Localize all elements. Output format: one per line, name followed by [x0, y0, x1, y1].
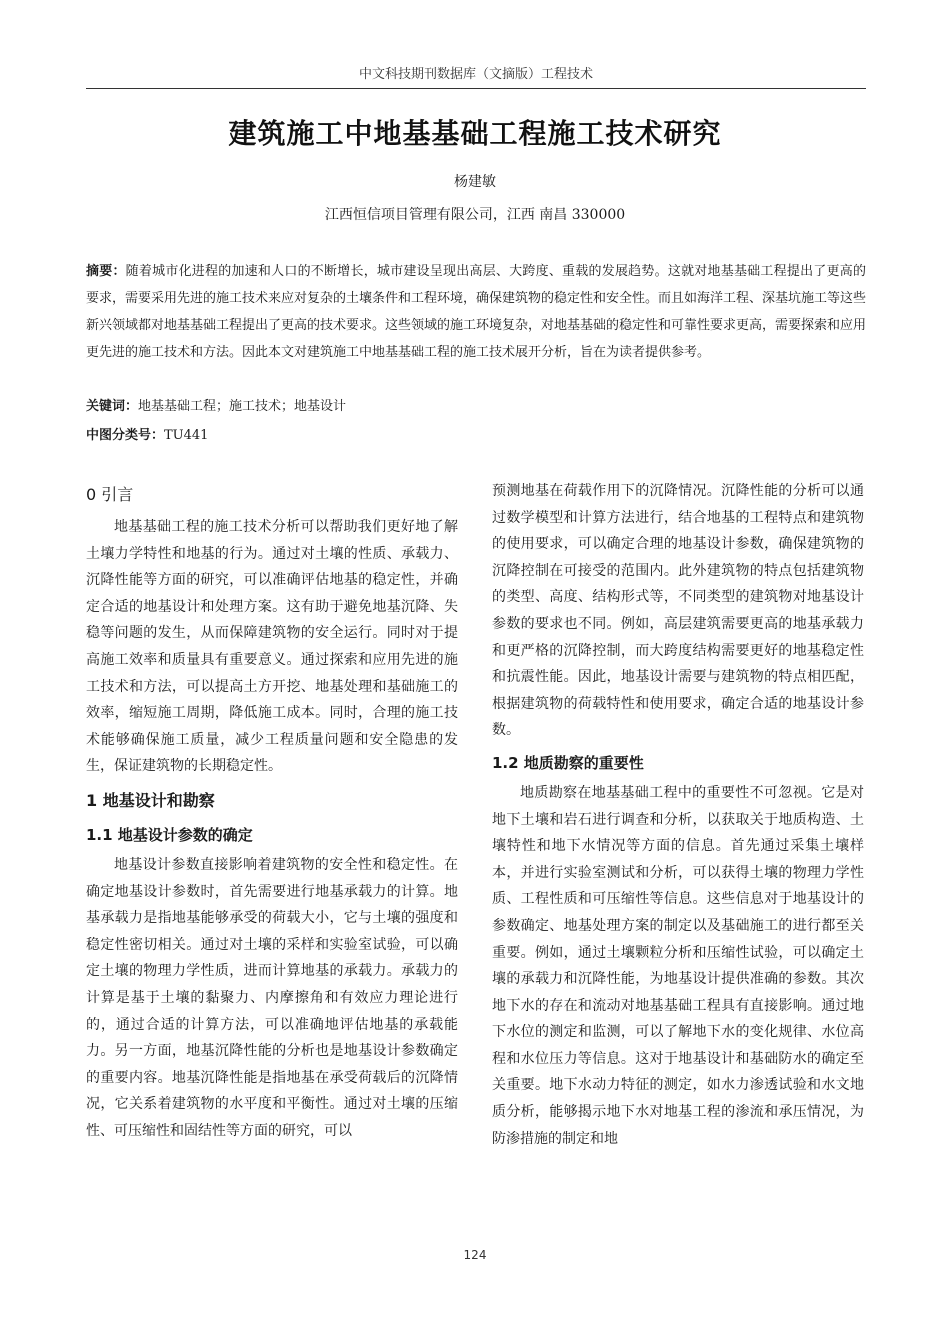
author: 杨建敏	[454, 174, 496, 190]
section-heading-intro: 0 引言	[86, 485, 134, 504]
affiliation: 江西恒信项目管理有限公司，江西 南昌 330000	[324, 207, 626, 223]
page-number: 124	[463, 1248, 487, 1262]
left-column	[86, 478, 458, 1144]
continued-paragraph: 预测地基在荷载作用下的沉降情况。沉降性能的分析可以通过数学模型和计算方法进行，结合地基的工程特点和建筑物的使用要求，可以确定合理的地基设计参数，确保建筑物的沉降控制在可接受的范围内。此外建筑物的特点包括建筑物的类型、高度、结构形式等，不同类型的建筑物对地基设计参数的要求也不同。例如，高层建筑需要更高的地基承载力和更严格的沉降控制，而大跨度结构需要更好的地基稳定性和抗震性能。因此，地基设计需要与建筑物的特点相匹配，根据建筑物的荷载特性和使用要求，确定合适的地基设计参数。	[492, 483, 864, 739]
keywords-text: 地基基础工程；施工技术；地基设计	[138, 399, 347, 414]
right-column	[492, 478, 864, 1152]
section-1-2-paragraph: 地质勘察在地基基础工程中的重要性不可忽视。它是对地下土壤和岩石进行调查和分析，以获取关于地质构造、土壤特性和地下水情况等方面的信息。首先通过采集土壤样本，并进行实验室测试和分析，可以获得土壤的物理力学性质、工程性质和可压缩性等信息。这些信息对于地基设计的参数确定、地基处理方案的制定以及基础施工的进行都至关重要。例如，通过土壤颗粒分析和压缩性试验，可以确定土壤的承载力和沉降性能，为地基设计提供准确的参数。其次地下水的存在和流动对地基基础工程具有直接影响。通过地下水位的测定和监测，可以了解地下水的变化规律、水位高程和水位压力等信息。这对于地基设计和基础防水的确定至关重要。地下水动力特征的测定，如水力渗透试验和水文地质分析，能够揭示地下水对地基工程的渗流和承压情况，为防渗措施的制定和地	[492, 784, 864, 1147]
section-heading-1: 1 地基设计和勘察	[86, 790, 215, 810]
clc-text: TU441	[164, 428, 209, 443]
paper-title: 建筑施工中地基基础工程施工技术研究	[228, 117, 722, 150]
keywords	[86, 395, 866, 414]
section-heading-1-1: 1.1 地基设计参数的确定	[86, 825, 253, 844]
intro-paragraph: 地基基础工程的施工技术分析可以帮助我们更好地了解土壤力学特性和地基的行为。通过对土壤的性质、承载力、沉降性能等方面的研究，可以准确评估地基的稳定性，并确定合适的地基设计和处理方案。这有助于避免地基沉降、失稳等问题的发生，从而保障建筑物的安全运行。同时对于提高施工效率和质量具有重要意义。通过探索和应用先进的施工技术和方法，可以提高土方开挖、地基处理和基础施工的效率，缩短施工周期，降低施工成本。同时，合理的施工技术能够确保施工质量，减少工程质量问题和安全隐患的发生，保证建筑物的长期稳定性。	[86, 519, 458, 775]
clc-label: 中图分类号：	[86, 428, 165, 443]
journal-header: 中文科技期刊数据库（文摘版）工程技术	[86, 62, 866, 89]
section-heading-1-2: 1.2 地质勘察的重要性	[492, 753, 644, 772]
section-1-1-paragraph: 地基设计参数直接影响着建筑物的安全性和稳定性。在确定地基设计参数时，首先需要进行地基承载力的计算。地基承载力是指地基能够承受的荷载大小，它与土壤的强度和稳定性密切相关。通过对土壤的采样和实验室试验，可以确定土壤的物理力学性质，进而计算地基的承载力。承载力的计算是基于土壤的黏聚力、内摩擦角和有效应力理论进行的，通过合适的计算方法，可以准确地评估地基的承载能力。另一方面，地基沉降性能的分析也是地基设计参数确定的重要内容。地基沉降性能是指地基在承受荷载后的沉降情况，它关系着建筑物的水平度和平衡性。通过对土壤的压缩性、可压缩性和固结性等方面的研究，可以	[86, 856, 458, 1139]
clc-number	[86, 424, 866, 443]
keywords-label: 关键词：	[86, 399, 139, 414]
abstract	[86, 258, 866, 366]
abstract-text: 随着城市化进程的加速和人口的不断增长，城市建设呈现出高层、大跨度、重载的发展趋势。这就对地基基础工程提出了更高的要求，需要采用先进的施工技术来应对复杂的土壤条件和工程环境，确保建筑物的稳定性和安全性。而且如海洋工程、深基坑施工等这些新兴领域都对地基基础工程提出了更高的技术要求。这些领域的施工环境复杂，对地基基础的稳定性和可靠性要求更高，需要探索和应用更先进的施工技术和方法。因此本文对建筑施工中地基基础工程的施工技术展开分析，旨在为读者提供参考。	[86, 264, 867, 360]
abstract-label: 摘要：	[86, 264, 126, 279]
